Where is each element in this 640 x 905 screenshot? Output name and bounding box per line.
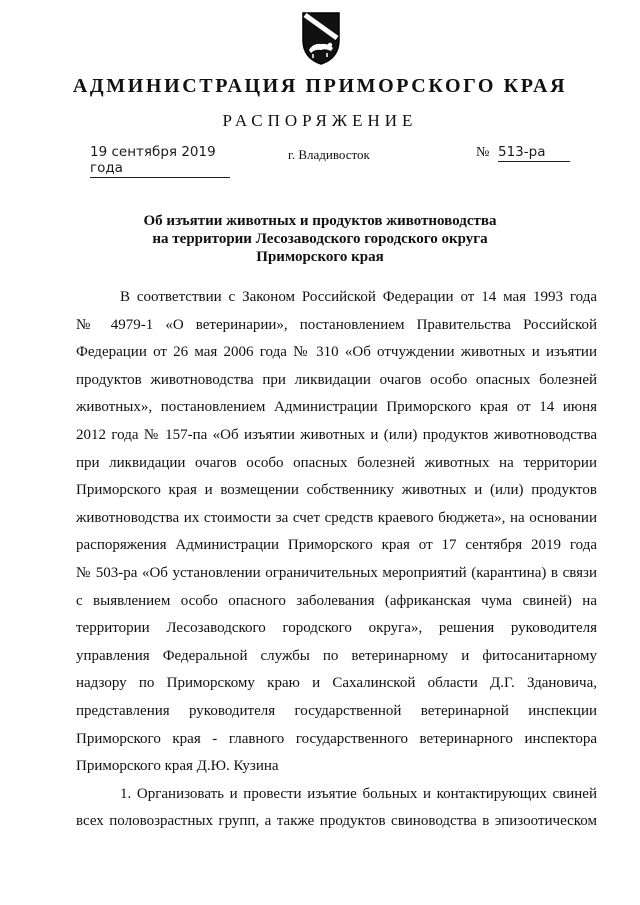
body-line: с выявлением особо опасного заболевания (африканская чума свиней) на	[76, 592, 597, 609]
document-number-field	[476, 144, 570, 162]
body-line: № 503-ра «Об установлении ограничительных мероприятий (карантина) в связи	[76, 564, 597, 581]
body-line: животных», постановлением Администрации Приморского края от 14 июня	[76, 399, 597, 416]
body-line: распоряжения Администрации Приморского края от 17 сентября 2019 года	[76, 537, 597, 554]
document-number: 513-ра	[498, 144, 570, 162]
document-city: г. Владивосток	[288, 147, 370, 162]
document-date: 19 сентября 2019 года	[90, 144, 230, 178]
body-line: № 4979-1 «О ветеринарии», постановлением Правительства Российской	[76, 316, 597, 333]
body-line: продуктов животноводства при ликвидации очагов особо опасных болезней	[76, 371, 597, 388]
number-sign: №	[476, 145, 490, 160]
title-line: на территории Лесозаводского городского округа	[152, 231, 488, 247]
body-line: Приморского края Д.Ю. Кузина	[76, 758, 279, 775]
body-line: животноводства их стоимости за счет средств краевого бюджета», на основании	[76, 509, 597, 526]
body-line: управления Федеральной службы по ветеринарному и фитосанитарному	[76, 647, 597, 664]
body-line: надзору по Приморскому краю и Сахалинской области Д.Г. Здановича,	[76, 675, 597, 692]
title-line: Об изъятии животных и продуктов животноводства	[143, 213, 497, 229]
body-line: территории Лесозаводского городского округа», решения руководителя	[76, 620, 597, 637]
item-1-line: 1. Организовать и провести изъятие больных и контактирующих свиней	[120, 785, 597, 802]
document-title	[0, 212, 640, 266]
body-line: при ликвидации очагов особо опасных болезней животных на территории	[76, 454, 597, 471]
body-line: Федерации от 26 мая 2006 года № 310 «Об отчуждении животных и изъятии	[76, 344, 597, 361]
body-line: Приморского края - главного государственного ветеринарного инспектора	[76, 730, 597, 747]
body-line: В соответствии с Законом Российской Федерации от 14 мая 1993 года	[120, 289, 597, 305]
body-line: 2012 года № 157-па «Об изъятии животных и (или) продуктов животноводства	[76, 426, 597, 443]
document-type: РАСПОРЯЖЕНИЕ	[222, 111, 418, 130]
title-line: Приморского края	[256, 249, 384, 265]
organization-name: АДМИНИСТРАЦИЯ ПРИМОРСКОГО КРАЯ	[72, 75, 568, 97]
item-1-line: всех половозрастных групп, а также продуктов свиноводства в эпизоотическом	[76, 813, 597, 830]
body-line: Приморского края и возмещении собственнику животных и (или) продуктов	[76, 482, 597, 499]
document-body	[76, 284, 597, 836]
coat-of-arms-emblem	[300, 10, 342, 66]
body-line: представления руководителя государственной ветеринарной инспекции	[76, 702, 597, 719]
